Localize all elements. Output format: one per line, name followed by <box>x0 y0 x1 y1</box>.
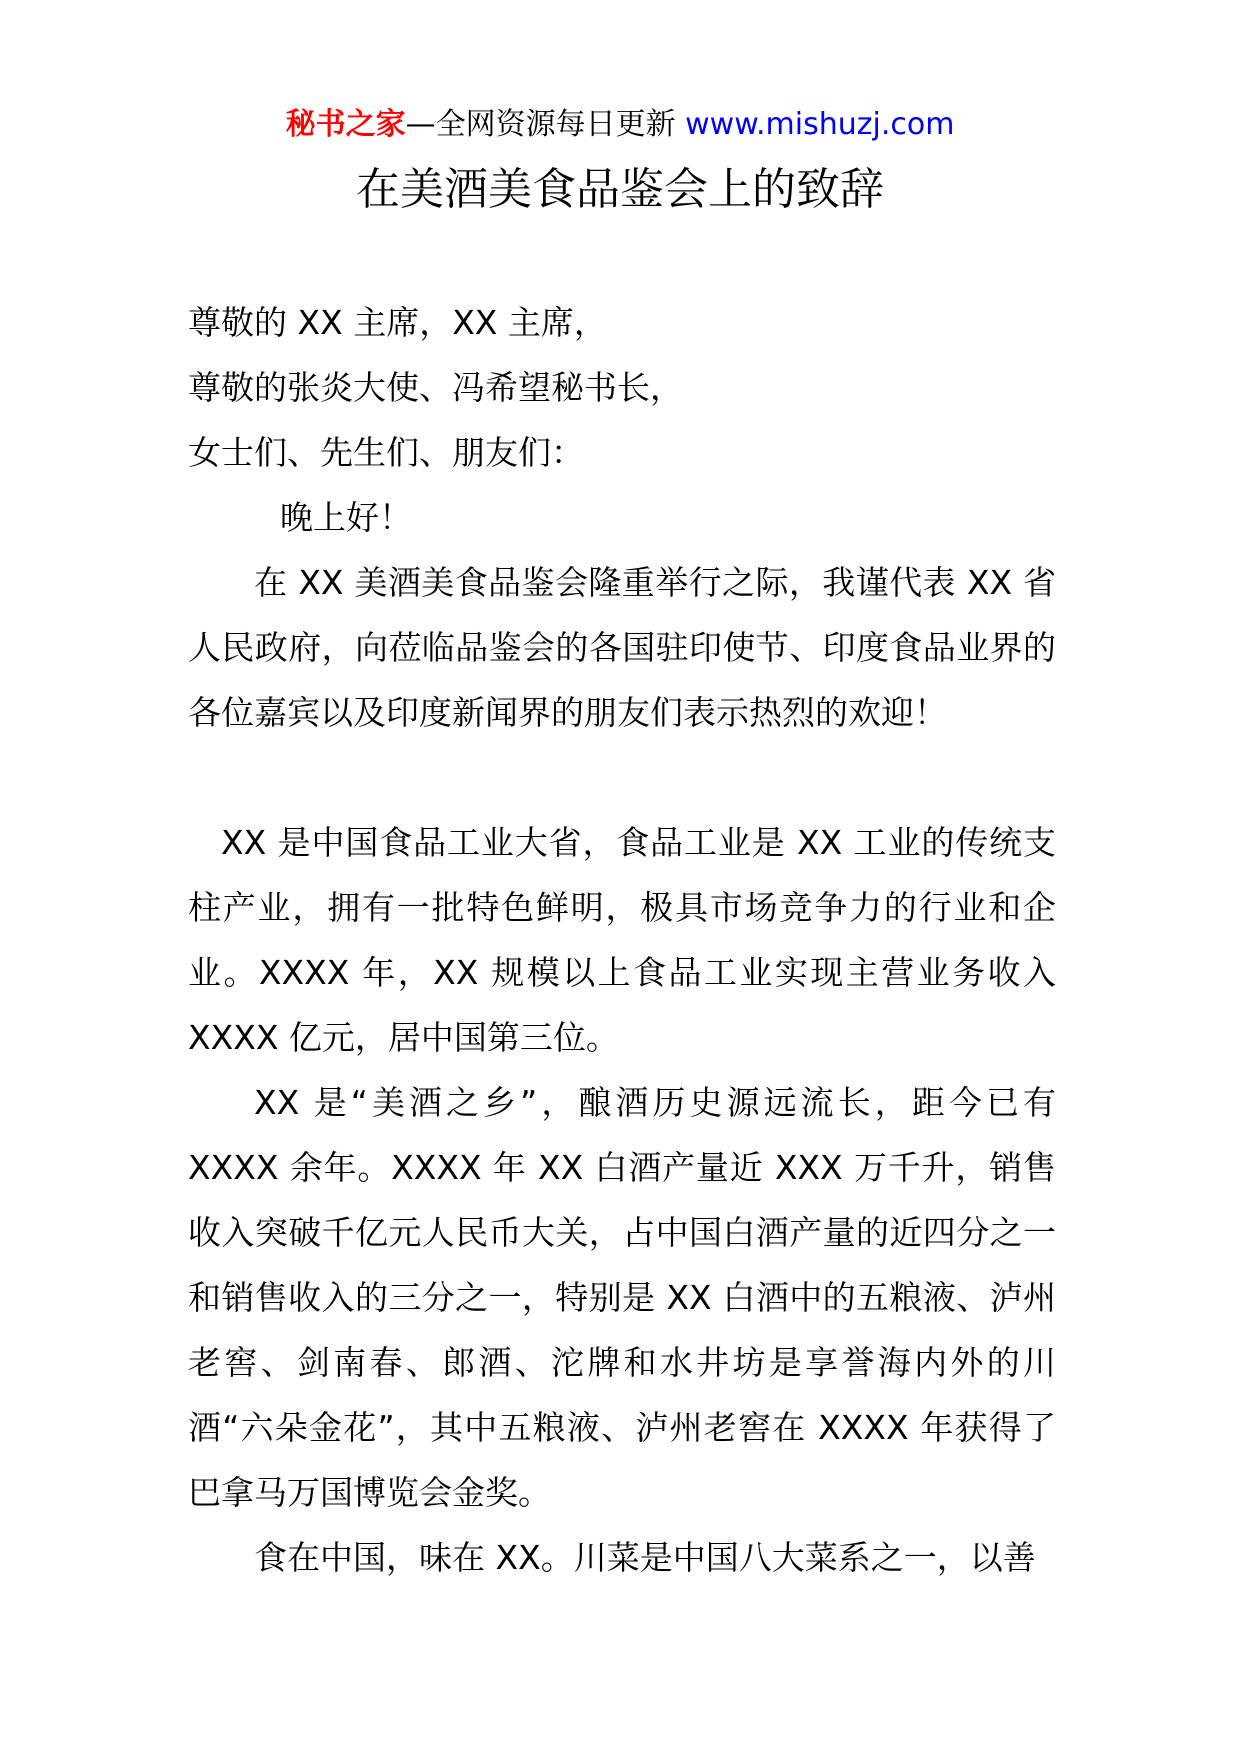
site-header <box>0 100 1240 150</box>
salutation-line-3: 女士们、先生们、朋友们： <box>188 433 584 472</box>
paragraph-welcome: 在 XX 美酒美食品鉴会隆重举行之际，我谨代表 XX 省人民政府，向莅临品鉴会的各国驻印使节、印度食品业界的各位嘉宾以及印度新闻界的朋友们表示热烈的欢迎！ <box>188 563 1056 732</box>
greeting-line: 晚上好！ <box>280 498 412 537</box>
paragraph-gap <box>188 745 1056 810</box>
site-tagline: —全网资源每日更新 <box>405 107 686 142</box>
paragraph-cuisine: 食在中国，味在 XX。川菜是中国八大菜系之一，以善 <box>254 1538 1036 1577</box>
salutation-line-2: 尊敬的张炎大使、冯希望秘书长， <box>188 368 683 407</box>
document-title: 在美酒美食品鉴会上的致辞 <box>356 164 884 215</box>
document-body <box>188 290 1056 1590</box>
site-brand: 秘书之家 <box>285 107 406 142</box>
paragraph-food-industry: XX 是中国食品工业大省，食品工业是 XX 工业的传统支柱产业，拥有一批特色鲜明，极具市场竞争力的行业和企业。XXXX 年，XX 规模以上食品工业实现主营业务收入 XXXX 亿元，居中国第三位。 <box>188 823 1056 1057</box>
salutation-line-1: 尊敬的 XX 主席，XX 主席， <box>188 303 607 342</box>
paragraph-liquor: XX 是“美酒之乡”，酿酒历史源远流长，距今已有 XXXX 余年。XXXX 年 XX 白酒产量近 XXX 万千升，销售收入突破千亿元人民币大关，占中国白酒产量的近四分之一和销售收入的三分之一，特别是 XX 白酒中的五粮液、泸州老窖、剑南春、郎酒、沱牌和水井坊是享誉海内外的川酒“六朵金花”，其中五粮液、泸州老窖在 XXXX 年获得了巴拿马万国博览会金奖。 <box>188 1083 1056 1512</box>
site-url-link[interactable]: www.mishuzj.com <box>685 107 955 142</box>
